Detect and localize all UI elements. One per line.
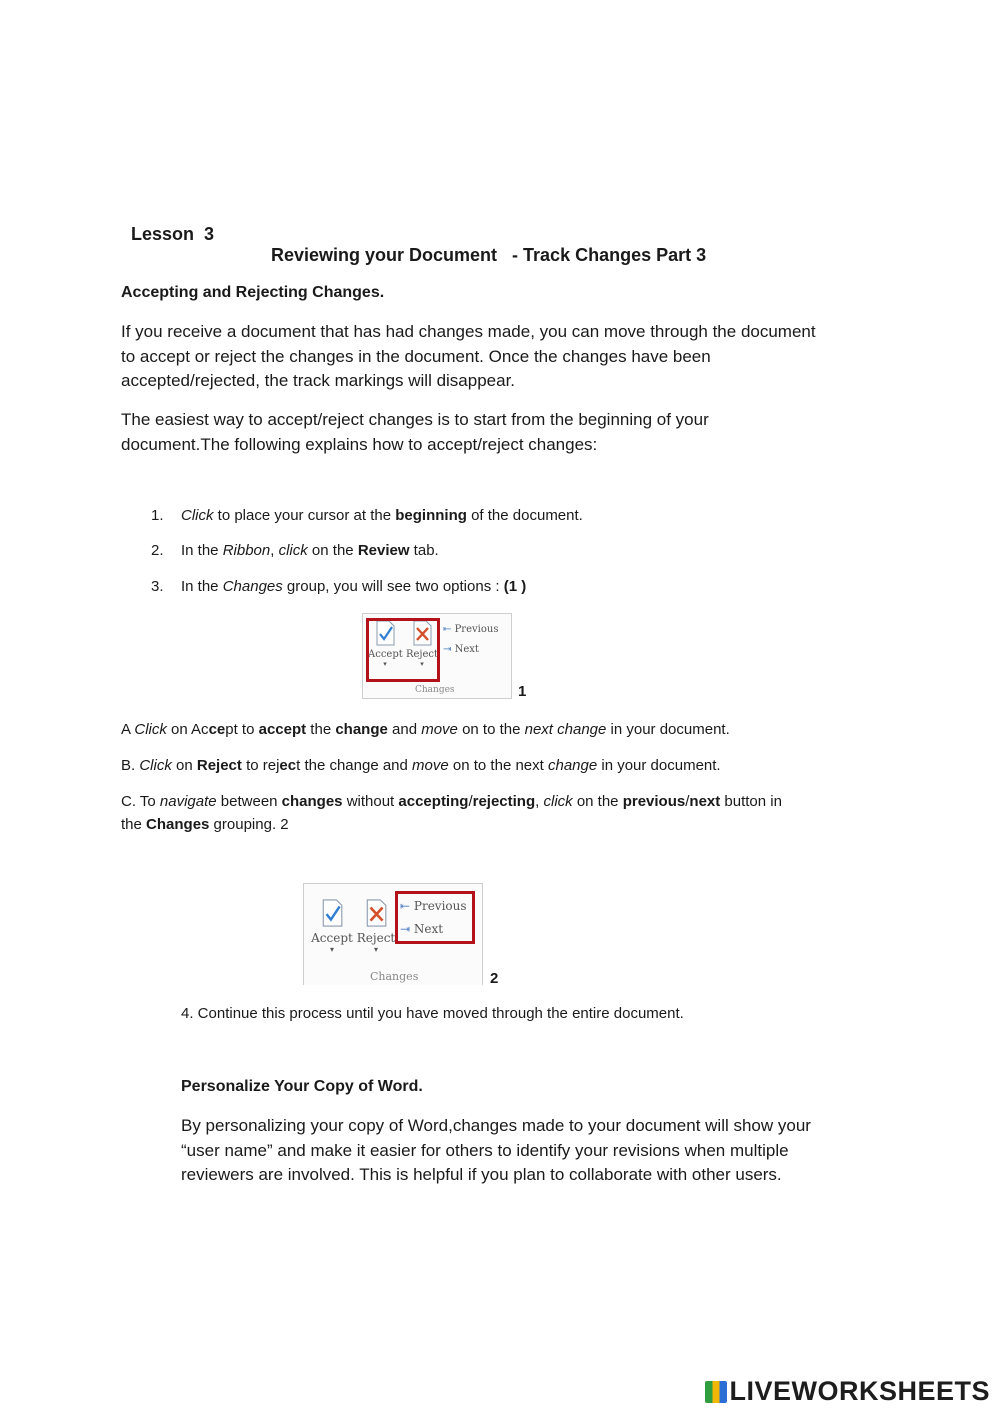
para-line: accepted/rejected, the track markings will disappear. <box>121 371 516 390</box>
next-icon: ⇥ <box>400 922 411 936</box>
line-c: C. To navigate between changes without accepting/rejecting, click on the previous/next button in the Changes grouping. 2 <box>121 793 782 833</box>
reject-button: Reject ▾ <box>405 620 439 668</box>
ribbon-group-label: Changes <box>415 685 455 695</box>
section-heading-accepting: Accepting and Rejecting Changes. <box>121 284 385 301</box>
step-3: 3. In the Changes group, you will see two options : (1 ) <box>151 578 527 595</box>
previous-icon: ⇤ <box>400 899 411 913</box>
accept-button: Accept ▾ <box>310 898 354 955</box>
figure-number: 2 <box>490 970 499 987</box>
para-line: document.The following explains how to accept/reject changes: <box>121 434 598 454</box>
reject-icon <box>364 898 388 928</box>
lesson-subject: Reviewing your Document - Track Changes Part 3 <box>271 245 707 265</box>
next-button: ⇥ Next <box>400 922 444 936</box>
step-2: 2. In the Ribbon, click on the Review tab. <box>151 542 439 559</box>
accept-button: Accept ▾ <box>368 620 402 668</box>
intro-paragraph <box>121 320 816 394</box>
para-line: If you receive a document that has had changes made, you can move through the document <box>121 322 816 341</box>
step-number: 2. <box>151 542 164 559</box>
previous-button: ⇤ Previous <box>400 899 467 913</box>
para-line: “user name” and make it easier for others to identify your revisions when multiple <box>181 1140 789 1160</box>
para-line: By personalizing your copy of Word,changes made to your document will show your <box>181 1116 811 1135</box>
personalize-paragraph <box>181 1114 811 1188</box>
accept-icon <box>320 898 344 928</box>
previous-icon: ⇤ <box>443 624 452 635</box>
liveworksheets-logo: LIVEWORKSHEETS <box>705 1376 990 1407</box>
highlight-box <box>366 618 440 682</box>
page-title <box>121 203 707 266</box>
next-icon: ⇥ <box>443 644 452 655</box>
reject-button: Reject ▾ <box>356 898 396 955</box>
instructions-paragraph <box>121 408 709 457</box>
highlight-box <box>395 891 475 944</box>
lesson-number: Lesson 3 <box>131 224 215 244</box>
para-line: The easiest way to accept/reject changes is to start from the beginning of your <box>121 410 709 429</box>
para-line: to accept or reject the changes in the document. Once the changes have been <box>121 346 711 366</box>
ribbon-screenshot-1 <box>362 613 512 699</box>
previous-button: ⇤ Previous <box>443 624 499 635</box>
step-number: 3. <box>151 578 164 595</box>
step-number: 1. <box>151 507 164 524</box>
step-1: 1. Click to place your cursor at the beginning of the document. <box>151 507 583 524</box>
ribbon-group-label: Changes <box>370 970 419 983</box>
ribbon-screenshot-2 <box>303 883 483 985</box>
section-heading-personalize: Personalize Your Copy of Word. <box>181 1078 423 1095</box>
line-a: A Click on Accept to accept the change and move on to the next change in your document. <box>121 721 730 738</box>
liveworksheets-mark-icon <box>705 1381 727 1403</box>
next-button: ⇥ Next <box>443 644 479 655</box>
step-4: 4. Continue this process until you have moved through the entire document. <box>181 1005 684 1022</box>
para-line: reviewers are involved. This is helpful if you plan to collaborate with other users. <box>181 1165 782 1184</box>
line-b: B. Click on Reject to reject the change and move on to the next change in your document. <box>121 757 721 774</box>
figure-number: 1 <box>518 683 527 700</box>
